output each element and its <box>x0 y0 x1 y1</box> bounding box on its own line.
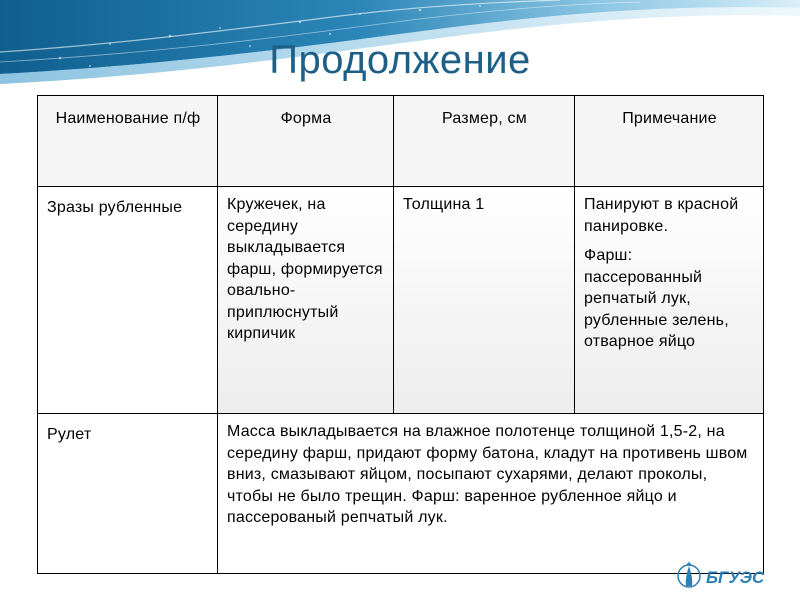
slide-title: Продолжение <box>269 38 531 82</box>
row-2-name: Рулет <box>38 414 218 574</box>
row-1-note-part-2: Фарш: пассерованный репчатый лук, рубленные зелень, отварное яйцо <box>584 247 729 350</box>
table-header-row <box>38 96 764 187</box>
header-note: Примечание <box>575 96 764 187</box>
table-row <box>38 414 764 574</box>
row-1-form: Кружечек, на середину выкладывается фарш, формируется овально-приплюснутый кирпичик <box>218 187 394 414</box>
university-logo <box>676 556 776 596</box>
row-2-description: Масса выкладывается на влажное полотенце толщиной 1,5-2, на середину фарш, придают форму батона, кладут на противень швом вниз, смазывают яйцом, посыпают сухарями, делают проколы, чтобы не было трещин. Фарш: варенное рубленное яйцо и пассерованый репчатый лук. <box>218 414 764 574</box>
dish-table <box>37 95 763 573</box>
logo-text: БГУЭС <box>706 568 765 587</box>
row-1-name: Зразы рубленные <box>38 187 218 414</box>
university-emblem-icon <box>676 556 776 596</box>
header-form: Форма <box>218 96 394 187</box>
row-1-note <box>575 187 764 414</box>
row-1-note-part-1: Панируют в красной панировке. <box>584 196 739 235</box>
table-row <box>38 187 764 414</box>
header-name: Наименование п/ф <box>38 96 218 187</box>
row-1-size: Толщина 1 <box>394 187 575 414</box>
header-size: Размер, см <box>394 96 575 187</box>
